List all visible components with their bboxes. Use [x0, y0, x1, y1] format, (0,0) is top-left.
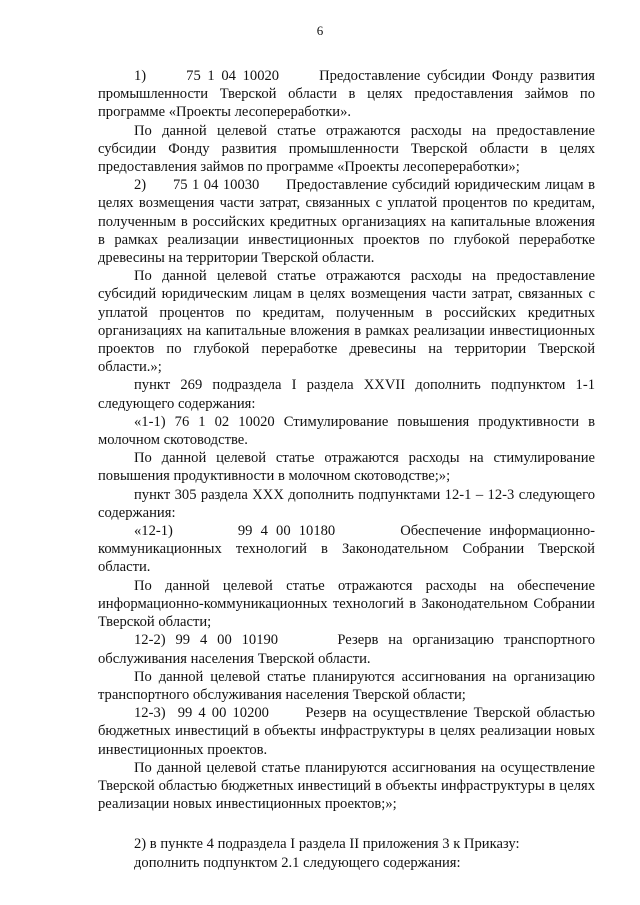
- paragraph-item-12-2: 12-2) 99 4 00 10190 Резерв на организацию транспортного обслуживания населения Тверской области.: [98, 632, 595, 667]
- paragraph-item-12-2-description: По данной целевой статье планируются ассигнования на организацию транспортного обслуживания населения Тверской области;: [98, 668, 595, 703]
- paragraph-item-12-3: 12-3) 99 4 00 10200 Резерв на осуществление Тверской областью бюджетных инвестиций в объекты инфраструктуры в целях реализации новых инвестиционных проектов.: [98, 705, 595, 758]
- paragraph-item-12-1-description: По данной целевой статье отражаются расходы на обеспечение информационно-коммуникационных технологий в Законодательном Собрании Тверской области;: [98, 577, 595, 631]
- paragraph-item-1-1: «1-1) 76 1 02 10020 Стимулирование повышения продуктивности в молочном скотоводстве.: [98, 413, 595, 449]
- paragraph-item-12-3-description: По данной целевой статье планируются ассигнования на осуществление Тверской областью бюджетных инвестиций в объекты инфраструктуры в целях реализации новых инвестиционных проектов;»;: [98, 759, 595, 813]
- paragraph-item-2-description: По данной целевой статье отражаются расходы на предоставление субсидий юридическим лицам в целях возмещения части затрат, связанных с уплатой процентов по кредитам, полученным в российских кредитных организациях на капитальные вложения в рамках реализации инвестиционных проектов по глубокой переработке древесины на территории Тверской области.»;: [98, 268, 595, 376]
- paragraph-item-12-1: «12-1) 99 4 00 10180 Обеспечение информационно-коммуникационных технологий в Законодательном Собрании Тверской области.: [98, 523, 595, 576]
- paragraph-add-2-1: дополнить подпунктом 2.1 следующего содержания:: [134, 854, 461, 871]
- paragraph-item-1-1-description: По данной целевой статье отражаются расходы на стимулирование повышения продуктивности в молочном скотоводстве;»;: [98, 450, 595, 485]
- document-body: [98, 67, 595, 872]
- paragraph-item-1: 1) 75 1 04 10020 Предоставление субсидии Фонду развития промышленности Тверской области в целях предоставления займов по программе «Проекты лесопереработки».: [98, 68, 595, 121]
- paragraph-item-1-description: По данной целевой статье отражаются расходы на предоставление субсидии Фонду развития промышленности Тверской области в целях предоставления займов по программе «Проекты лесопереработки»;: [98, 122, 595, 176]
- page-number: 6: [316, 23, 324, 38]
- paragraph-section-2: 2) в пункте 4 подраздела I раздела II приложения 3 к Приказу:: [134, 836, 520, 853]
- paragraph-amend-305: пункт 305 раздела XXX дополнить подпунктами 12-1 – 12-3 следующего содержания:: [98, 486, 595, 521]
- paragraph-item-2: 2) 75 1 04 10030 Предоставление субсидий юридическим лицам в целях возмещения части затрат, связанных с уплатой процентов по кредитам, полученным в российских кредитных организациях на капитальные вложения в рамках реализации инвестиционных проектов по глубокой переработке древесины на территории Тверской области.: [98, 177, 595, 267]
- paragraph-amend-269: пункт 269 подраздела I раздела XXVII дополнить подпунктом 1-1 следующего содержания:: [98, 377, 595, 412]
